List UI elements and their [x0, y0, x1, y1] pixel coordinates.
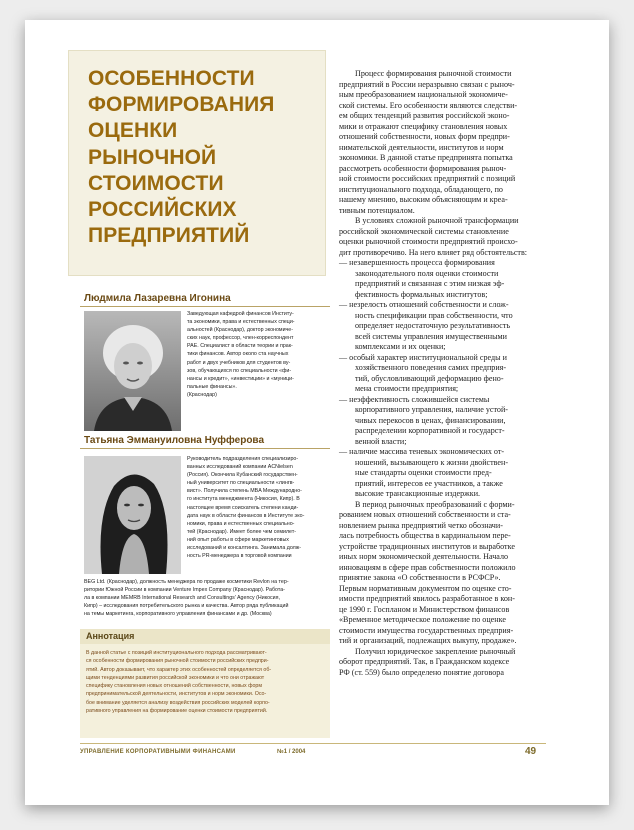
- body-line: рассмотреть особенности формирования рыноч-: [339, 163, 507, 173]
- title-line: СТОИМОСТИ: [88, 171, 224, 195]
- body-line: чивых перекосов в ценах, финансировании,: [355, 415, 506, 425]
- annotation-heading: Аннотация: [80, 629, 330, 644]
- body-line: экономики. В данной статье предпринята попытка: [339, 153, 513, 162]
- title-line: РОССИЙСКИХ: [88, 198, 237, 222]
- bio-line: альностей (Краснодар), доктор экономиче-: [187, 327, 294, 334]
- body-line: ской системы. Его особенности являются следстви-: [339, 100, 518, 110]
- body-line: нашему мнению, высоким объясняющим и креа-: [339, 195, 508, 204]
- author-bio-continued: [84, 578, 330, 618]
- bio-line: тики финансов. Автор около ста научных: [187, 351, 289, 358]
- annotation-line: щими тенденциями развития российской экономики и что они отражают: [86, 674, 265, 681]
- body-line: оценки рыночной стоимости предприятий происхо-: [339, 237, 518, 246]
- body-line: распределении корпоративной и государст-: [355, 426, 505, 435]
- body-line: высокие трансакционные издержки.: [355, 489, 481, 498]
- title-line: ФОРМИРОВАНИЯ: [88, 93, 275, 117]
- body-line: ной стоимости российских предприятий с позиций: [339, 174, 516, 183]
- annotation-line: бое внимание уделяется анализу воздействия российских моделей корпо-: [86, 699, 270, 706]
- body-line: хозяйственного поведения самих предприя-: [355, 363, 507, 372]
- body-line: стоимости имущества государственных предприя-: [339, 625, 514, 635]
- body-line: принятие закона «О собственности в РСФСР».: [339, 573, 501, 582]
- bio-line: настоящее время соискатель степени канди-: [187, 504, 299, 511]
- body-line: мена стоимости предприятия;: [355, 384, 459, 393]
- body-line: — неэффективность сложившейся системы: [339, 394, 490, 404]
- portrait-photo-icon: [84, 311, 181, 431]
- body-line: мики и отражают специфику становления новых: [339, 121, 508, 131]
- body-line: ным преобразованием национальной экономиче-: [339, 90, 508, 99]
- body-line: новлением рынка предприятий четко обозначи-: [339, 520, 503, 530]
- body-line: венной власти;: [355, 436, 407, 446]
- body-line: В условиях сложной рыночной трансформации: [355, 216, 519, 225]
- bio-line: РАЕ. Специалист в области теории и прак-: [187, 343, 293, 350]
- body-line: фективность формальных институтов;: [355, 289, 488, 299]
- bio-line: ний опыт работы в сфере маркетинговых: [187, 536, 289, 543]
- bio-line: ный университет по специальности «лингв-: [187, 480, 295, 487]
- title-line: ОСОБЕННОСТИ: [88, 67, 255, 90]
- body-line: всей системы управления имущественными: [355, 331, 507, 341]
- bio-line: Заведующая кафедрой финансов Институ-: [187, 311, 294, 317]
- bio-line: (Краснодар): [187, 391, 217, 398]
- divider: [80, 448, 330, 449]
- article-title: [88, 66, 325, 249]
- bio-line: Руководитель подразделения специализиро-: [187, 456, 299, 462]
- body-line: Получил юридическое закрепление рыночный: [355, 646, 516, 656]
- bio-line: ванных исследований компании ACNielsen: [187, 464, 293, 471]
- body-line: корпоративного управления, наличие устой-: [355, 405, 509, 414]
- annotation-line: ративного управления на формирование оценки стоимости предприятий.: [86, 708, 268, 715]
- author-photo: [84, 311, 181, 431]
- page-number: 49: [525, 746, 537, 757]
- body-line: — особый характер институциональной среды и: [339, 352, 507, 362]
- annotation-line: специфику становления новых отношений собственности, новых форм: [86, 683, 262, 690]
- bio-line: го института менеджмента (Никосия, Кипр). В: [187, 496, 300, 503]
- body-line: устройстве традиционных институтов и выработке: [339, 541, 515, 551]
- issue-number: №1 / 2004: [277, 749, 306, 755]
- title-line: РЫНОЧНОЙ: [88, 145, 217, 169]
- body-line: имости предприятий явилось разработанное в кон-: [339, 594, 515, 603]
- body-line: ношений, вызывающего к жизни двойствен-: [355, 457, 509, 467]
- body-line: предприятий и связанная с этим низкая эф-: [355, 279, 505, 288]
- annotation-line: предпринимательской деятельности, институтов и норм экономики. Осо-: [86, 691, 267, 698]
- bio-line: исследований и консалтинга. Занимала долж-: [187, 545, 302, 552]
- annotation-line: В данной статье с позиций институционального подхода рассматривают-: [86, 650, 267, 656]
- body-line: РФ (ст. 559) было определено понятие договора: [339, 667, 504, 677]
- body-line: ем общих тенденций развития российской эконо-: [339, 111, 510, 120]
- bio-line: работ и двух учебников для студентов ву-: [187, 359, 291, 366]
- body-line: тий, обусловливающий деформацию фено-: [355, 373, 504, 383]
- annotation-body: [80, 644, 330, 738]
- portrait-photo-icon: [84, 456, 181, 574]
- title-line: ОЦЕНКИ: [88, 119, 178, 143]
- body-line: — незрелость отношений собственности и слож-: [339, 300, 509, 309]
- body-line: приятий, интересов ее участников, а также: [355, 478, 503, 488]
- bio-line: тей (Краснодар). Имеет более чем семилет-: [187, 528, 297, 535]
- body-line: тивным потенциалом.: [339, 205, 415, 215]
- body-line: тий и организаций, подлежащих выкупу, продаже».: [339, 636, 517, 645]
- bio-line: ских наук, профессор, член-корреспондент: [187, 335, 294, 342]
- body-line: В период рыночных преобразований с форми-: [355, 499, 515, 509]
- body-line: Процесс формирования рыночной стоимости: [355, 69, 512, 78]
- author-photo: [84, 456, 181, 574]
- title-box: [68, 50, 326, 276]
- body-line: ные стандарты оценки стоимости пред-: [355, 468, 492, 477]
- bio-line: на темы маркетинга, корпоративного управления финансами и др. (Москва): [84, 611, 272, 618]
- body-line: институционального подхода, обладающего, по: [339, 184, 503, 194]
- body-line: российской экономической системы становление: [339, 226, 509, 236]
- body-line: комплексами и их оценки;: [355, 342, 446, 351]
- bio-line: зов, обучающихся по специальности «фи-: [187, 367, 292, 374]
- body-line: оборот предприятий. Так, в Гражданском кодексе: [339, 657, 510, 666]
- journal-name: УПРАВЛЕНИЕ КОРПОРАТИВНЫМИ ФИНАНСАМИ: [80, 749, 236, 755]
- body-line: «Временное методическое положение по оценке: [339, 615, 506, 624]
- bio-line: ла в компании MEMRB International Research and Consultings' Agency (Никосия,: [84, 595, 280, 602]
- annotation-line: ятий. Автор доказывает, что характер этих особенностей определяется об-: [86, 666, 272, 673]
- bio-line: та экономики, права и естественных специ-: [187, 319, 295, 326]
- body-line: рованием новых отношений собственности и ста-: [339, 510, 511, 519]
- body-line: це 1990 г. Госпланом и Министерством финансов: [339, 604, 510, 614]
- body-line: иных норм экономической деятельности. Начало: [339, 552, 509, 561]
- body-line: инновациям в сфере прав собственности положило: [339, 562, 516, 572]
- author-bio: [187, 455, 328, 560]
- body-line: нимательской деятельности, институтов и норм: [339, 142, 504, 152]
- divider: [80, 306, 330, 307]
- bio-line: Кипр) – исследования потребительского рынка и качества. Автор ряда публикаций: [84, 603, 289, 610]
- body-line: предприятий в России неразрывно связан с рыноч-: [339, 79, 515, 89]
- bio-line: вист». Получила степень MBA Международно-: [187, 488, 302, 495]
- footer-rule: [80, 743, 546, 744]
- author-name: Татьяна Эммануиловна Нуфферова: [84, 435, 264, 446]
- author-bio: [187, 310, 327, 399]
- body-line: дит противоречиво. На него влияет ряд обстоятельств:: [339, 247, 528, 257]
- bio-line: BEG Ltd. (Краснодар), должность менеджера по продаже косметики Revlon на тер-: [84, 579, 289, 585]
- body-line: ность спецификации прав собственности, что: [355, 310, 513, 320]
- bio-line: номики, права и естественных специально-: [187, 520, 295, 527]
- article-body: [339, 69, 545, 678]
- bio-line: нансы и кредит», «инвестиции» и «муници-: [187, 375, 294, 382]
- bio-line: ритории Южной России в компании Venture Impex Company (Краснодар). Работа-: [84, 587, 285, 594]
- bio-line: пальные финансы».: [187, 383, 237, 390]
- title-line: ПРЕДПРИЯТИЙ: [88, 224, 250, 248]
- author-name: Людмила Лазаревна Игонина: [84, 293, 231, 304]
- bio-line: (Россия). Окончила Кубанский государствен-: [187, 472, 298, 479]
- body-line: — наличие массива теневых экономических от-: [339, 447, 505, 456]
- body-line: — незавершенность процесса формирования: [339, 258, 495, 267]
- body-line: законодательного поля оценки стоимости: [355, 268, 499, 278]
- body-line: лась потребность общества в кардинальном пере-: [339, 531, 511, 540]
- body-line: определяет недостаточную результативность: [355, 321, 511, 330]
- annotation-line: ся особенности формирования рыночной стоимости российских предпри-: [86, 658, 269, 665]
- body-line: Первым нормативным документом по оценке сто-: [339, 583, 512, 593]
- body-line: отношений собственности, новых форм предпри-: [339, 132, 510, 141]
- bio-line: ность PR-менеджера в торговой компании: [187, 553, 292, 560]
- bio-line: дата наук в области финансов в Институте эко-: [187, 512, 305, 519]
